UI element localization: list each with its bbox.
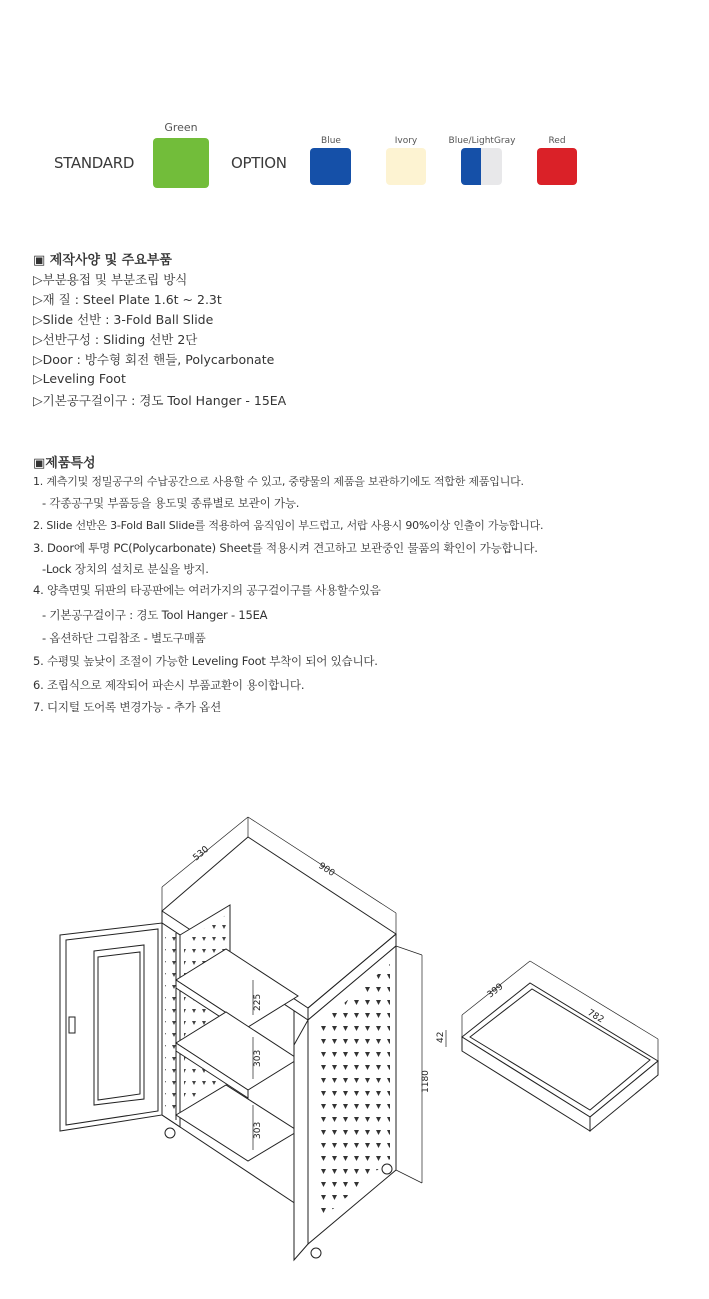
spec-title: ▣ 제작사양 및 주요부품 bbox=[33, 253, 172, 268]
swatch-ivory bbox=[386, 148, 426, 185]
spec-line: ▷부분용접 및 부분조립 방식 bbox=[33, 272, 188, 287]
dim-shelf-top: 225 bbox=[253, 993, 263, 1011]
feature-line: 1. 계측기및 정밀공구의 수납공간으로 사용할 수 있고, 중량물의 제품을 보관하기에도 적합한 제품입니다. bbox=[33, 475, 524, 488]
spec-line: ▷재 질 : Steel Plate 1.6t ~ 2.3t bbox=[33, 292, 222, 307]
feature-line: 7. 디지털 도어록 변경가능 - 추가 옵션 bbox=[33, 700, 221, 714]
swatch-ivory-caption: Ivory bbox=[394, 136, 418, 146]
spec-line: ▷Slide 선반 : 3-Fold Ball Slide bbox=[33, 312, 214, 327]
dim-tray-height: 42 bbox=[436, 1031, 446, 1043]
dim-depth: 530 bbox=[191, 844, 212, 864]
swatch-green bbox=[153, 138, 209, 188]
feature-title: ▣제품특성 bbox=[33, 456, 96, 471]
feature-line: - 각종공구및 부품등을 용도및 종류별로 보관이 가능. bbox=[42, 496, 300, 510]
feature-line: 5. 수평및 높낮이 조절이 가능한 Leveling Foot 부착이 되어 있습니다. bbox=[33, 654, 378, 668]
swatch-green-caption: Green bbox=[164, 121, 198, 134]
cabinet-door-right bbox=[294, 1020, 308, 1260]
feature-line: 4. 양측면및 뒤판의 타공판에는 여러가지의 공구걸이구를 사용할수있음 bbox=[33, 583, 381, 597]
dim-shelf-bottom: 303 bbox=[253, 1121, 263, 1139]
standard-label: STANDARD bbox=[54, 154, 135, 172]
cabinet-drawing bbox=[0, 815, 709, 1295]
dim-height: 1180 bbox=[421, 1070, 431, 1093]
swatch-red-caption: Red bbox=[548, 136, 566, 146]
swatch-bluegray-caption: Blue/LightGray bbox=[448, 136, 516, 146]
feature-line: - 옵션하단 그림참조 - 별도구매품 bbox=[42, 631, 206, 645]
dim-shelf-mid: 303 bbox=[253, 1049, 263, 1067]
option-label: OPTION bbox=[231, 154, 287, 172]
dim-tray-width: 782 bbox=[585, 1007, 606, 1026]
feature-line: 3. Door에 투명 PC(Polycarbonate) Sheet를 적용시켜 견고하고 보관중인 물품의 확인이 가능합니다. bbox=[33, 541, 538, 555]
swatch-blue-lightgray bbox=[461, 148, 502, 185]
feature-line: -Lock 장치의 설치로 분실을 방지. bbox=[42, 562, 209, 576]
feature-line: 6. 조립식으로 제작되어 파손시 부품교환이 용이합니다. bbox=[33, 678, 305, 692]
spec-line: ▷선반구성 : Sliding 선반 2단 bbox=[33, 332, 198, 347]
dim-tray-depth: 399 bbox=[485, 981, 506, 1001]
feature-line: - 기본공구걸이구 : 경도 Tool Hanger - 15EA bbox=[42, 608, 268, 622]
spec-line: ▷Door : 방수형 회전 핸들, Polycarbonate bbox=[33, 352, 275, 367]
swatch-blue-caption: Blue bbox=[321, 136, 341, 146]
spec-line: ▷기본공구걸이구 : 경도 Tool Hanger - 15EA bbox=[33, 393, 287, 408]
swatch-blue bbox=[310, 148, 351, 185]
spec-line: ▷Leveling Foot bbox=[33, 371, 126, 386]
swatch-red bbox=[537, 148, 577, 185]
dim-width: 900 bbox=[316, 861, 337, 879]
feature-line: 2. Slide 선반은 3-Fold Ball Slide를 적용하여 움직임이 부드럽고, 서랍 사용시 90%이상 인출이 가능합니다. bbox=[33, 519, 544, 532]
